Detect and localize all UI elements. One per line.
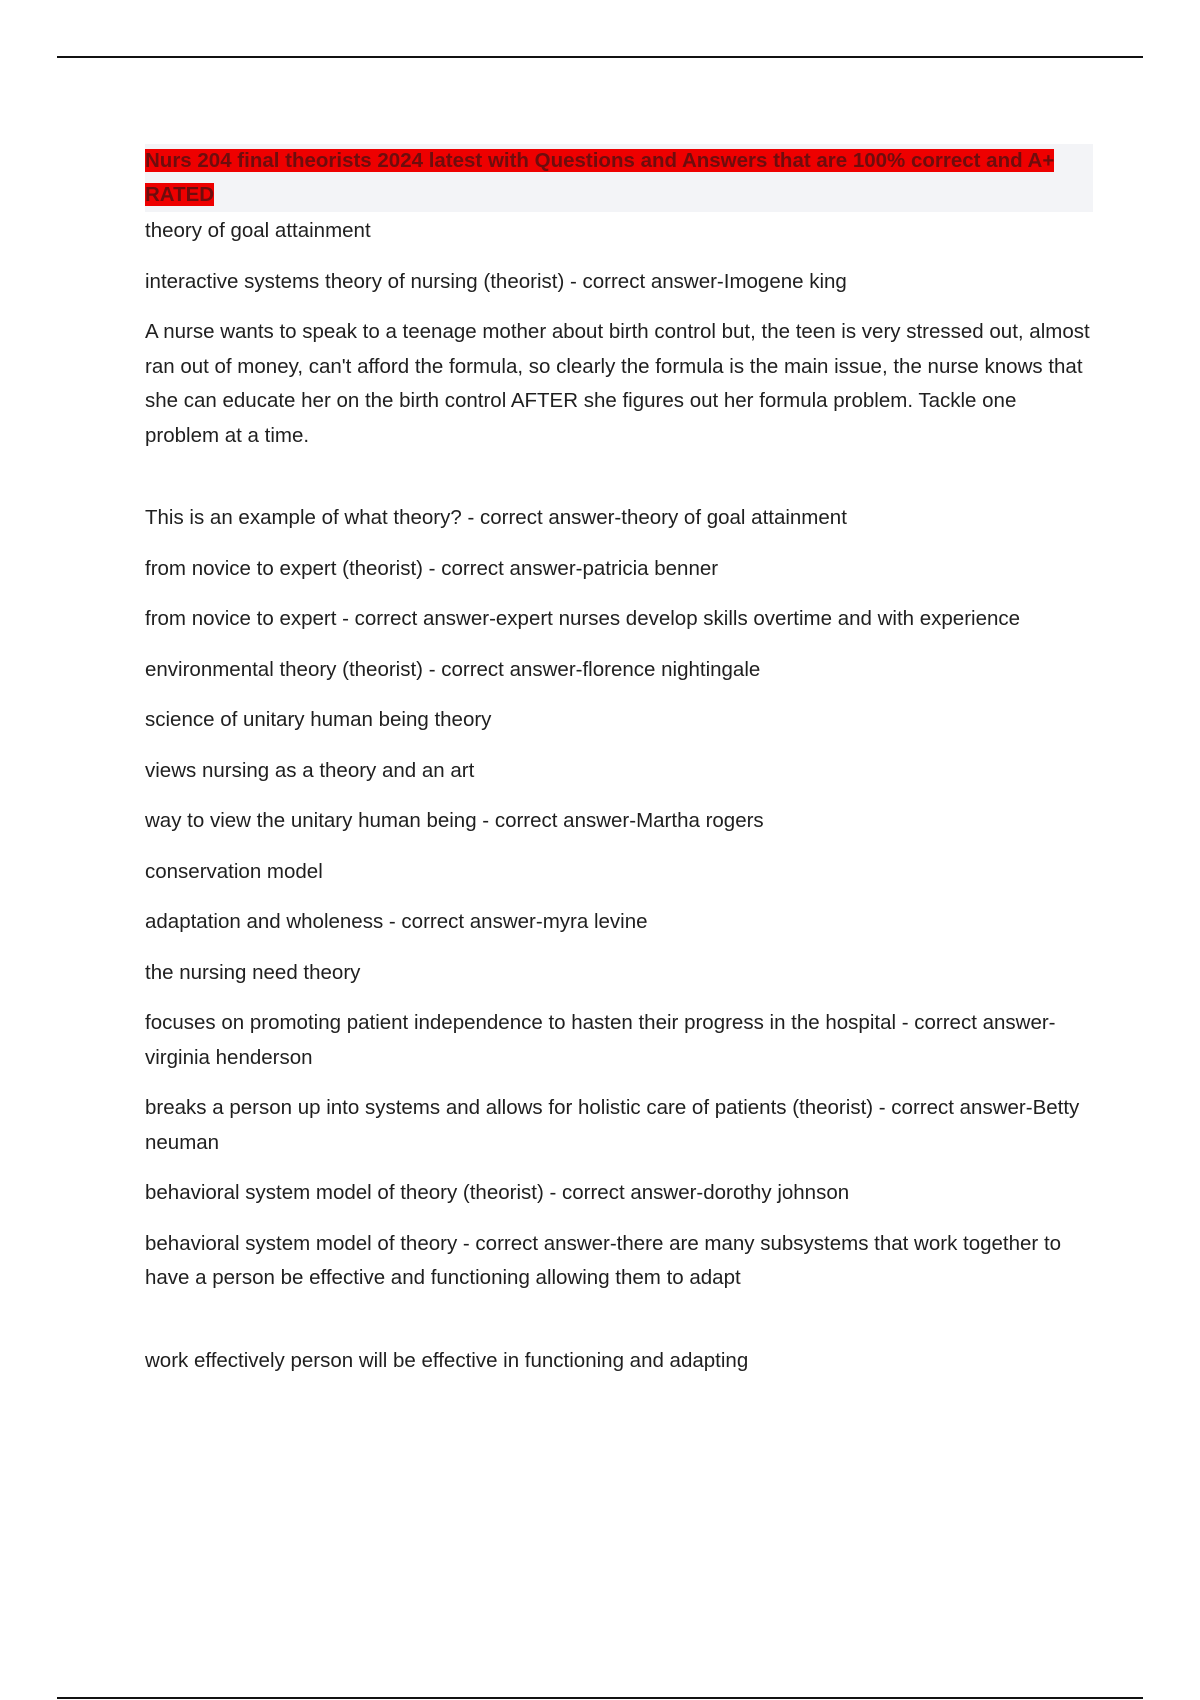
qa-entry: behavioral system model of theory (theorist) - correct answer-dorothy johnson	[145, 1181, 850, 1204]
qa-entry: theory of goal attainment	[145, 219, 371, 242]
qa-entry: work effectively person will be effective in functioning and adapting	[145, 1348, 749, 1372]
title-block	[145, 144, 1093, 212]
qa-entry: adaptation and wholeness - correct answer-myra levine	[145, 910, 648, 933]
footer-divider	[57, 1697, 1143, 1699]
qa-entry: focuses on promoting patient independence to hasten their progress in the hospital - correct answer-virginia henderson	[145, 1011, 1056, 1069]
qa-entry: behavioral system model of theory - correct answer-there are many subsystems that work together to have a person be effective and functioning allowing them to adapt	[145, 1231, 1062, 1289]
qa-entry: views nursing as a theory and an art	[145, 758, 475, 782]
document-body	[145, 144, 1093, 1394]
qa-entry: from novice to expert - correct answer-expert nurses develop skills overtime and with experience	[145, 607, 1021, 630]
qa-entry: interactive systems theory of nursing (theorist) - correct answer-Imogene king	[145, 269, 847, 293]
title-highlight: Nurs 204 final theorists 2024 latest with Questions and Answers that are 100% correct and A+ RATED	[145, 149, 1055, 206]
qa-entry: This is an example of what theory? - correct answer-theory of goal attainment	[145, 506, 847, 529]
qa-entry: environmental theory (theorist) - correct answer-florence nightingale	[145, 657, 761, 681]
qa-entry: way to view the unitary human being - correct answer-Martha rogers	[145, 809, 764, 832]
qa-entry: science of unitary human being theory	[145, 708, 492, 731]
qa-entry: the nursing need theory	[145, 960, 361, 984]
qa-entry: A nurse wants to speak to a teenage mother about birth control but, the teen is very stressed out, almost ran out of money, can't afford the formula, so clearly the formula is the main issue, the nurse knows that she can educate her on the birth control AFTER she figures out her formula problem. Tackle one problem at a time.	[145, 320, 1090, 447]
header-divider	[57, 56, 1143, 58]
qa-entry: from novice to expert (theorist) - correct answer-patricia benner	[145, 556, 719, 580]
qa-entry: conservation model	[145, 859, 323, 883]
document-title	[145, 144, 1093, 212]
qa-entry: breaks a person up into systems and allows for holistic care of patients (theorist) - correct answer-Betty neuman	[145, 1096, 1080, 1154]
